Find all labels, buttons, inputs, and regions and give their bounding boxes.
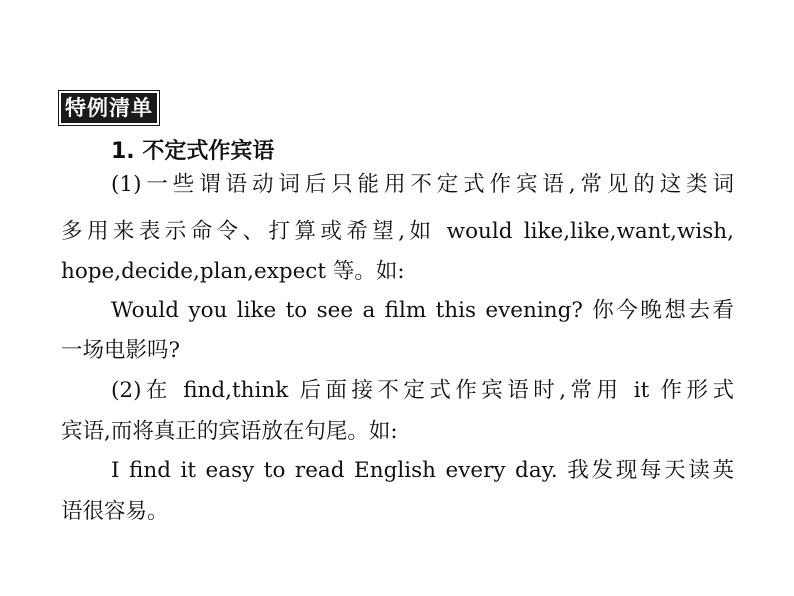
example1-line1: Would you like to see a film this evening? 你今晚想去看 xyxy=(111,298,734,323)
example2-line1: I find it easy to read English every day. 我发现每天读英 xyxy=(111,458,734,483)
paragraph2-line2: 宾语,而将真正的宾语放在句尾。如: xyxy=(61,419,398,444)
paragraph2-line1: (2)在 find,think 后面接不定式作宾语时,常用 it 作形式 xyxy=(111,378,734,403)
example2-line2: 语很容易。 xyxy=(61,499,169,524)
section-tag: 特例清单 xyxy=(61,93,157,123)
paragraph1-line1: (1)一些谓语动词后只能用不定式作宾语,常见的这类词 xyxy=(111,172,734,197)
example1-line2: 一场电影吗? xyxy=(61,338,181,363)
paragraph1-line3: hope,decide,plan,expect 等。如: xyxy=(61,259,405,284)
section-heading: 1. 不定式作宾语 xyxy=(111,139,275,164)
paragraph1-line2: 多用来表示命令、打算或希望,如 would like,like,want,wish, xyxy=(61,219,734,244)
